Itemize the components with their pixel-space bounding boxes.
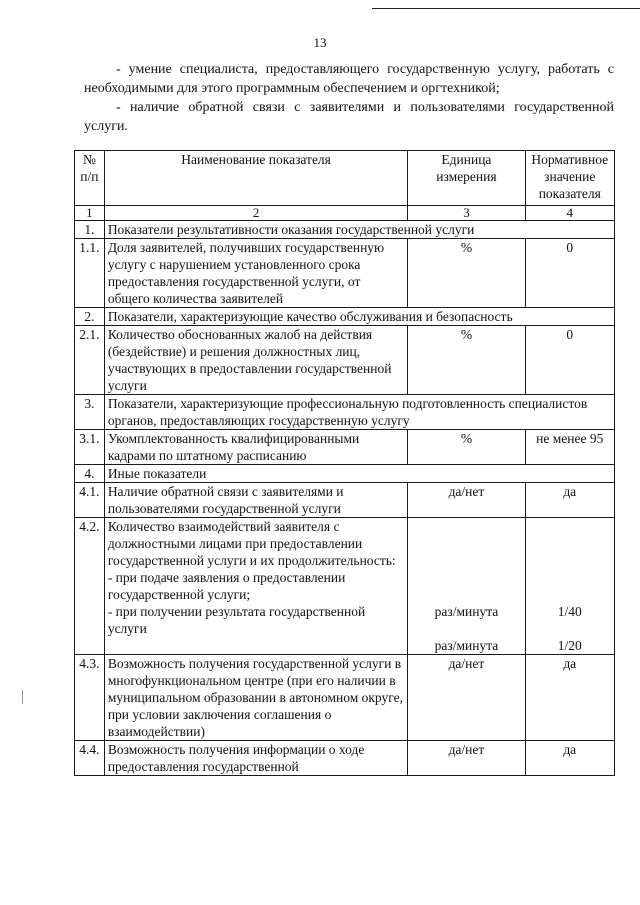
table-row	[75, 518, 615, 655]
row-name-main: Количество взаимодействий заявителя с должностными лицами при предоставлении государственной услуги и их продолжительность:	[107, 519, 396, 568]
header-unit: Единица измерения	[408, 151, 525, 206]
row-name	[104, 518, 408, 655]
page-number: 13	[313, 35, 327, 50]
row-norm: да	[525, 655, 614, 741]
index-cell: 3	[408, 206, 525, 221]
row-num: 4.3.	[75, 655, 105, 741]
row-norm-sub: 1/40	[557, 604, 582, 619]
table-row	[75, 741, 615, 776]
row-num: 2.1.	[75, 326, 105, 395]
row-norm: не менее 95	[525, 430, 614, 465]
row-num: 1.	[75, 221, 105, 239]
table-header-row	[75, 151, 615, 206]
top-rule	[372, 8, 640, 9]
table-row	[75, 239, 615, 308]
row-name: Наличие обратной связи с заявителями и пользователями государственной услуги	[104, 483, 408, 518]
intro-paragraph-2: - наличие обратной связи с заявителями и пользователями государственной услуги.	[84, 100, 614, 134]
section-title: Показатели, характеризующие качество обслуживания и безопасность	[104, 308, 614, 326]
table-row	[75, 221, 615, 239]
row-norm: да	[525, 741, 614, 776]
table-row	[75, 483, 615, 518]
row-num: 4.1.	[75, 483, 105, 518]
row-num: 2.	[75, 308, 105, 326]
section-title: Показатели, характеризующие профессиональную подготовленность специалистов органов, предоставляющих государственную услугу	[104, 395, 614, 430]
row-norm: 0	[525, 239, 614, 308]
table-row	[75, 655, 615, 741]
indicators-table	[74, 150, 615, 776]
row-unit: да/нет	[408, 655, 525, 741]
index-cell: 2	[104, 206, 408, 221]
row-num: 1.1.	[75, 239, 105, 308]
row-num: 3.	[75, 395, 105, 430]
row-norm	[525, 518, 614, 655]
row-unit-sub: раз/минута	[434, 604, 499, 619]
row-name-sub: - при подаче заявления о предоставлении государственной услуги;	[107, 570, 346, 602]
table-row	[75, 430, 615, 465]
margin-mark	[22, 690, 24, 704]
header-name: Наименование показателя	[104, 151, 408, 206]
row-unit-sub: раз/минута	[434, 638, 499, 653]
table-row	[75, 326, 615, 395]
row-name: Количество обоснованных жалоб на действия (бездействие) и решения должностных лиц, участвующих в предоставлении государственной услуги	[104, 326, 408, 395]
row-norm: 0	[525, 326, 614, 395]
row-norm-sub: 1/20	[557, 638, 582, 653]
row-norm: да	[525, 483, 614, 518]
row-unit: %	[408, 430, 525, 465]
table-index-row	[75, 206, 615, 221]
table-row	[75, 395, 615, 430]
header-num: № п/п	[75, 151, 105, 206]
row-num: 3.1.	[75, 430, 105, 465]
index-cell: 1	[75, 206, 105, 221]
section-title: Иные показатели	[104, 465, 614, 483]
row-num: 4.	[75, 465, 105, 483]
row-name: Возможность получения информации о ходе предоставления государственной	[104, 741, 408, 776]
row-unit: %	[408, 326, 525, 395]
row-name: Укомплектованность квалифицированными кадрами по штатному расписанию	[104, 430, 408, 465]
intro-paragraph-1: - умение специалиста, предоставляющего государственную услугу, работать с необходимыми для этого программным обеспечением и оргтехникой;	[84, 62, 614, 96]
table-row	[75, 308, 615, 326]
row-unit: да/нет	[408, 483, 525, 518]
row-name: Доля заявителей, получивших государственную услугу с нарушением установленного срока предоставления государственной услуги, от общего количества заявителей	[104, 239, 408, 308]
section-title: Показатели результативности оказания государственной услуги	[104, 221, 614, 239]
row-name-sub: - при получении результата государственной услуги	[107, 604, 366, 636]
row-unit	[408, 518, 525, 655]
row-unit: да/нет	[408, 741, 525, 776]
row-name: Возможность получения государственной услуги в многофункциональном центре (при его наличии в муниципальном образовании в автономном округе, при условии заключения соглашения о взаимодействии)	[104, 655, 408, 741]
row-num: 4.4.	[75, 741, 105, 776]
row-num: 4.2.	[75, 518, 105, 655]
table-row	[75, 465, 615, 483]
row-unit: %	[408, 239, 525, 308]
intro-text	[84, 60, 614, 136]
index-cell: 4	[525, 206, 614, 221]
header-norm: Нормативное значение показателя	[525, 151, 614, 206]
